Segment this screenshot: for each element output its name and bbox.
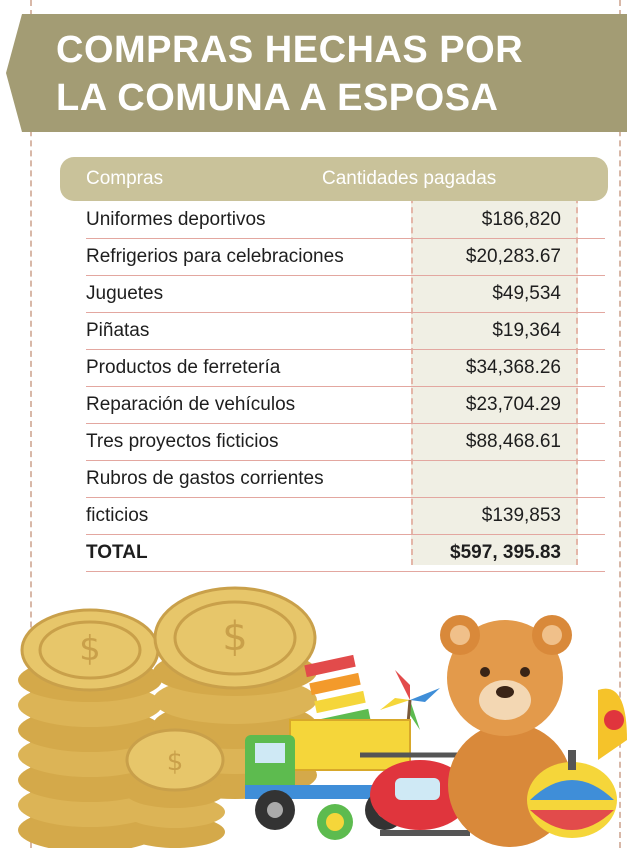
row-item: Juguetes [86, 283, 164, 304]
row-amount: $34,368.26 [465, 357, 561, 378]
row-item: Piñatas [86, 320, 150, 341]
row-item: Productos de ferretería [86, 357, 281, 378]
page-title [56, 26, 523, 122]
total-label: TOTAL [86, 542, 148, 563]
toys-and-coins-illustration [0, 560, 627, 848]
svg-text:$: $ [166, 747, 184, 777]
table-header [60, 157, 608, 201]
row-item: Tres proyectos ficticios [86, 431, 279, 452]
row-amount: $139,853 [481, 505, 561, 526]
row-item: Refrigerios para celebraciones [86, 246, 344, 267]
table-row [86, 312, 605, 350]
row-amount: $19,364 [492, 320, 561, 341]
coin-stack-small [125, 730, 225, 848]
row-amount: $23,704.29 [465, 394, 561, 415]
header-compras: Compras [86, 168, 164, 189]
table-row [86, 386, 605, 424]
table-row [86, 238, 605, 276]
svg-text:$: $ [79, 629, 101, 669]
row-amount: $49,534 [492, 283, 561, 304]
row-item: Uniformes deportivos [86, 209, 266, 230]
total-amount: $597, 395.83 [450, 542, 561, 563]
header-cantidades: Cantidades pagadas [322, 168, 497, 189]
table-row [86, 349, 605, 387]
table-row [86, 497, 605, 535]
table-row [86, 423, 605, 461]
svg-text:$: $ [222, 614, 248, 660]
title-line-2: LA COMUNA A ESPOSA [56, 77, 499, 119]
table-row [86, 460, 605, 498]
toy-bucket [598, 689, 627, 760]
toy-rattle [317, 804, 353, 840]
row-amount: $186,820 [481, 209, 561, 230]
table-row [86, 201, 605, 239]
row-amount: $20,283.67 [465, 246, 561, 267]
table-row [86, 275, 605, 313]
row-item: Reparación de vehículos [86, 394, 296, 415]
row-item: Rubros de gastos corrientes [86, 468, 324, 489]
row-item: ficticios [86, 505, 149, 526]
row-amount: $88,468.61 [465, 431, 561, 452]
title-line-1: COMPRAS HECHAS POR [56, 29, 524, 71]
